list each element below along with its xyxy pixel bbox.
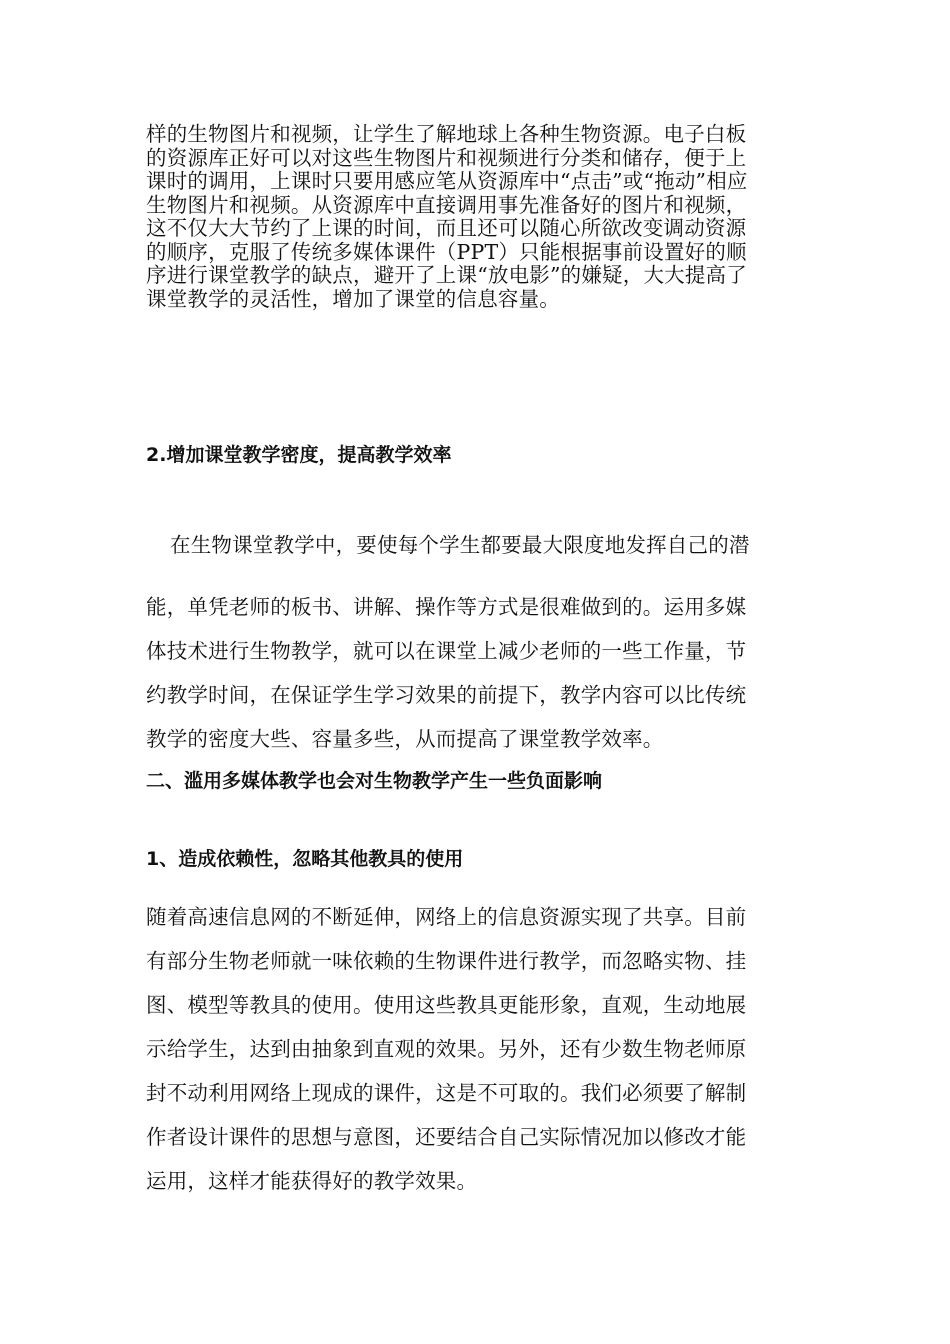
text-line: 体技术进行生物教学，就可以在课堂上减少老师的一些工作量，节 bbox=[146, 639, 747, 663]
text-line: 课时的调用，上课时只要用感应笔从资源库中“点击”或“拖动”相应 bbox=[146, 169, 748, 193]
paragraph-resource-library bbox=[146, 123, 796, 311]
text-line: 的顺序，克服了传统多媒体课件（PPT）只能根据事前设置好的顺 bbox=[146, 239, 747, 264]
text-line: 能，单凭老师的板书、讲解、操作等方式是很难做到的。运用多媒 bbox=[146, 595, 747, 619]
text-line: 这不仅大大节约了上课的时间，而且还可以随心所欲改变调动资源 bbox=[146, 216, 747, 240]
chapter-heading-negative-effects: 二、滥用多媒体教学也会对生物教学产生一些负面影响 bbox=[146, 770, 603, 792]
text-line: 教学的密度大些、容量多些，从而提高了课堂教学效率。 bbox=[146, 727, 664, 751]
text-line: 运用，这样才能获得好的教学效果。 bbox=[146, 1169, 478, 1193]
section-heading-2: 2.增加课堂教学密度，提高教学效率 bbox=[146, 444, 452, 466]
text-line: 有部分生物老师就一味依赖的生物课件进行教学，而忽略实物、挂 bbox=[146, 949, 747, 973]
text-line: 样的生物图片和视频，让学生了解地球上各种生物资源。电子白板 bbox=[146, 122, 747, 146]
text-line: 图、模型等教具的使用。使用这些教具更能形象，直观，生动地展 bbox=[146, 993, 747, 1017]
subheading-dependency: 1、造成依赖性，忽略其他教具的使用 bbox=[146, 848, 464, 870]
text-line: 约教学时间，在保证学生学习效果的前提下，教学内容可以比传统 bbox=[146, 683, 747, 707]
text-line: 序进行课堂教学的缺点，避开了上课“放电影”的嫌疑，大大提高了 bbox=[146, 263, 747, 287]
text-line: 封不动利用网络上现成的课件，这是不可取的。我们必须要了解制 bbox=[146, 1081, 747, 1105]
paragraph-density-continued bbox=[146, 585, 796, 761]
text-line: 生物图片和视频。从资源库中直接调用事先准备好的图片和视频， bbox=[146, 192, 747, 217]
paragraph-density bbox=[146, 523, 796, 567]
paragraph-dependency bbox=[146, 895, 796, 1203]
text-line: 随着高速信息网的不断延伸，网络上的信息资源实现了共享。目前 bbox=[146, 905, 747, 929]
text-line: 在生物课堂教学中，要使每个学生都要最大限度地发挥自己的潜 bbox=[170, 533, 750, 557]
text-line: 课堂教学的灵活性，增加了课堂的信息容量。 bbox=[146, 286, 560, 311]
text-line: 的资源库正好可以对这些生物图片和视频进行分类和储存，便于上 bbox=[146, 145, 747, 170]
text-line: 示给学生，达到由抽象到直观的效果。另外，还有少数生物老师原 bbox=[146, 1037, 747, 1061]
text-line: 作者设计课件的思想与意图，还要结合自己实际情况加以修改才能 bbox=[146, 1125, 747, 1149]
